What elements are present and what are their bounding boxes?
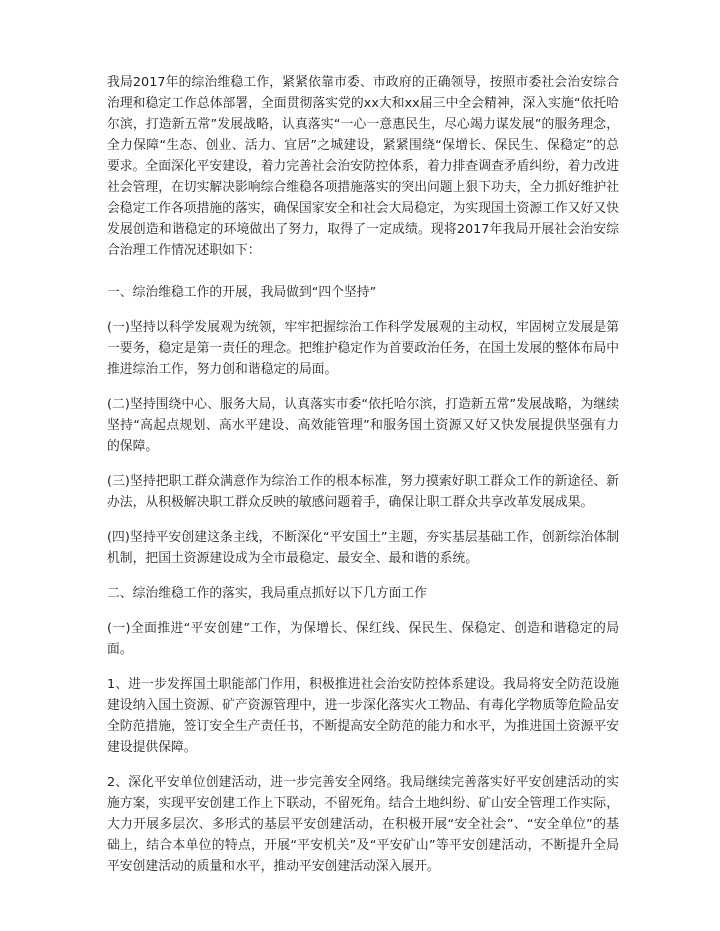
paragraph-2-1: (一)全面推进“平安创建”工作，为保增长、保红线、保民生、保稳定、创造和谐稳定的局面。 bbox=[107, 621, 619, 657]
section-heading-1: 一、综治维稳工作的开展，我局做到“四个坚持” bbox=[107, 285, 377, 300]
paragraph-1-3: (三)坚持把职工群众满意作为综治工作的根本标准，努力摸索好职工群众工作的新途径、新办法，从积极解决职工群众反映的敏感问题着手，确保让职工群众共享改革发展成果。 bbox=[107, 474, 619, 510]
paragraph-1-4: (四)坚持平安创建这条主线，不断深化“平安国土”主题，夯实基层基础工作，创新综治体制机制，把国土资源建设成为全市最稳定、最安全、最和谐的系统。 bbox=[107, 530, 619, 566]
paragraph-1-2: (二)坚持围绕中心、服务大局，认真落实市委“依托哈尔滨，打造新五常”发展战略，为继续坚持“高起点规划、高水平建设、高效能管理”和服务国土资源又好又快发展提供坚强有力的保障。 bbox=[107, 397, 619, 454]
document-body bbox=[107, 72, 619, 891]
section-heading-2: 二、综治维稳工作的落实，我局重点抓好以下几方面工作 bbox=[107, 586, 427, 601]
intro-paragraph: 我局2017年的综治维稳工作，紧紧依靠市委、市政府的正确领导，按照市委社会治安综合治理和稳定工作总体部署，全面贯彻落实党的xx大和xx届三中全会精神，深入实施“依托哈尔滨，打造新五常”发展战略，认真落实“一心一意惠民生，尽心竭力谋发展”的服务理念，全力保障“生态、创业、活力、宜居”之城建设，紧紧围绕“保增长、保民生、保稳定”的总要求。全面深化平安建设，着力完善社会治安防控体系，着力排查调查矛盾纠纷，着力改进社会管理，在切实解决影响综合维稳各项措施落实的突出问题上狠下功夫，全力抓好维护社会稳定工作各项措施的落实，确保国家安全和社会大局稳定，为实现国土资源工作又好又快发展创造和谐稳定的环境做出了努力，取得了一定成绩。现将2017年我局开展社会治安综合治理工作情况述职如下： bbox=[107, 75, 619, 258]
paragraph-1-1: (一)坚持以科学发展观为统领，牢牢把握综治工作科学发展观的主动权，牢固树立发展是第一要务，稳定是第一责任的理念。把维护稳定作为首要政治任务，在国土发展的整体布局中推进综治工作，努力创和谐稳定的局面。 bbox=[107, 320, 619, 377]
paragraph-2-1-1: 1、进一步发挥国土职能部门作用，积极推进社会治安防控体系建设。我局将安全防范设施建设纳入国土资源、矿产资源管理中，进一步深化落实火工物品、有毒化学物质等危险品安全防范措施，签订安全生产责任书，不断提高安全防范的能力和水平，为推进国土资源平安建设提供保障。 bbox=[107, 677, 619, 755]
paragraph-2-1-2: 2、深化平安单位创建活动，进一步完善安全网络。我局继续完善落实好平安创建活动的实施方案，实现平安创建工作上下联动，不留死角。结合土地纠纷、矿山安全管理工作实际，大力开展多层次、多形式的基层平安创建活动，在积极开展“安全社会”、“安全单位”的基础上，结合本单位的特点，开展“平安机关”及“平安矿山”等平安创建活动，不断提升全局平安创建活动的质量和水平，推动平安创建活动深入展开。 bbox=[107, 775, 619, 874]
